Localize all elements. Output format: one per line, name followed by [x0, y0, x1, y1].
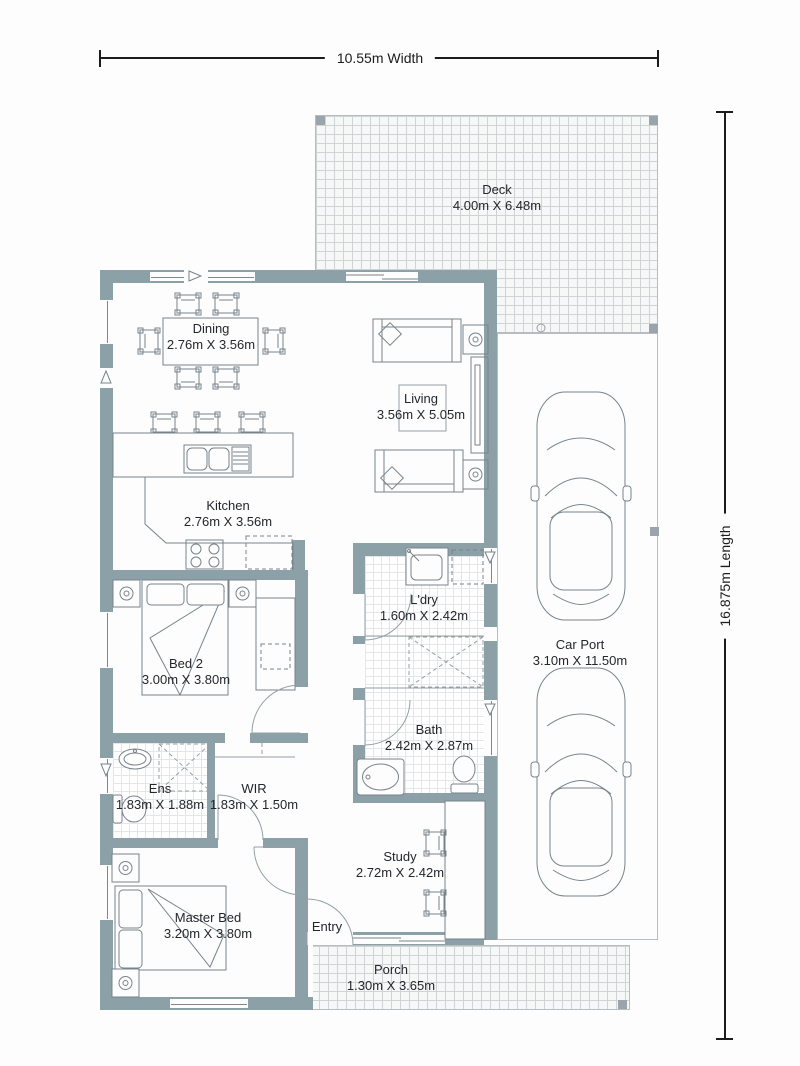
- room-size: 3.56m X 5.05m: [376, 407, 466, 422]
- room-name: Porch: [374, 962, 408, 977]
- room-label-deck: [453, 182, 541, 214]
- room-name: Dining: [192, 321, 230, 336]
- desk: [445, 801, 485, 939]
- room-size: 2.42m X 2.87m: [384, 738, 474, 753]
- room-name: Bath: [415, 722, 443, 737]
- room-name: Study: [383, 849, 417, 864]
- room-size: 4.00m X 6.48m: [452, 198, 542, 213]
- room-size: 1.30m X 3.65m: [346, 978, 436, 993]
- wardrobe: [256, 598, 295, 690]
- wir-shelf: [215, 743, 295, 757]
- washer-space: [452, 550, 483, 584]
- room-size: 2.72m X 2.42m: [355, 865, 445, 880]
- room-name: Car Port: [555, 637, 605, 652]
- room-label-entry: [312, 919, 342, 935]
- deck-drain: [537, 324, 545, 332]
- room-size: 3.20m X 3.80m: [163, 926, 253, 941]
- room-name: Bed 2: [169, 656, 203, 671]
- room-label-kitchen: [184, 498, 272, 530]
- car: [531, 668, 631, 896]
- room-name: Living: [404, 391, 438, 406]
- room-label-bed2: [142, 656, 230, 688]
- room-label-porch: [347, 962, 435, 994]
- basin: [119, 749, 151, 769]
- bathtub: [357, 759, 404, 795]
- room-size: 1.60m X 2.42m: [379, 608, 469, 623]
- room-size: 2.76m X 3.56m: [166, 337, 256, 352]
- width-dimension-label: 10.55m Width: [325, 50, 435, 66]
- length-dimension-label: 16.875m Length: [717, 513, 733, 638]
- room-name: Kitchen: [206, 498, 250, 513]
- room-label-bath: [385, 722, 473, 754]
- room-name: Deck: [482, 182, 512, 197]
- room-label-master: [164, 910, 252, 942]
- room-size: 1.83m X 1.50m: [209, 797, 299, 812]
- room-label-carport: [533, 637, 627, 669]
- room-name: Entry: [311, 919, 343, 934]
- sofa: [375, 450, 463, 492]
- tv-unit: [471, 357, 488, 453]
- room-label-ensuite: [116, 781, 204, 813]
- room-name: L'dry: [410, 592, 438, 607]
- sofa: [373, 319, 461, 362]
- bar-stool: [151, 412, 265, 434]
- room-label-wir: [210, 781, 298, 813]
- room-label-dining: [167, 321, 255, 353]
- room-label-study: [356, 849, 444, 881]
- room-size: 3.10m X 11.50m: [532, 653, 628, 668]
- room-size: 3.00m X 3.80m: [141, 672, 231, 687]
- room-size: 1.83m X 1.88m: [115, 797, 205, 812]
- room-label-living: [377, 391, 465, 423]
- shower: [365, 636, 484, 688]
- room-name: Master Bed: [174, 910, 242, 925]
- cooktop: [186, 540, 223, 569]
- room-name: Ens: [148, 781, 172, 796]
- room-name: WIR: [241, 781, 267, 796]
- toilet: [451, 756, 478, 793]
- window-marker: [101, 271, 495, 776]
- room-size: 2.76m X 3.56m: [183, 514, 273, 529]
- room-label-laundry: [380, 592, 468, 624]
- fridge-space: [246, 536, 292, 569]
- laundry-sink: [406, 548, 448, 585]
- car: [531, 392, 631, 620]
